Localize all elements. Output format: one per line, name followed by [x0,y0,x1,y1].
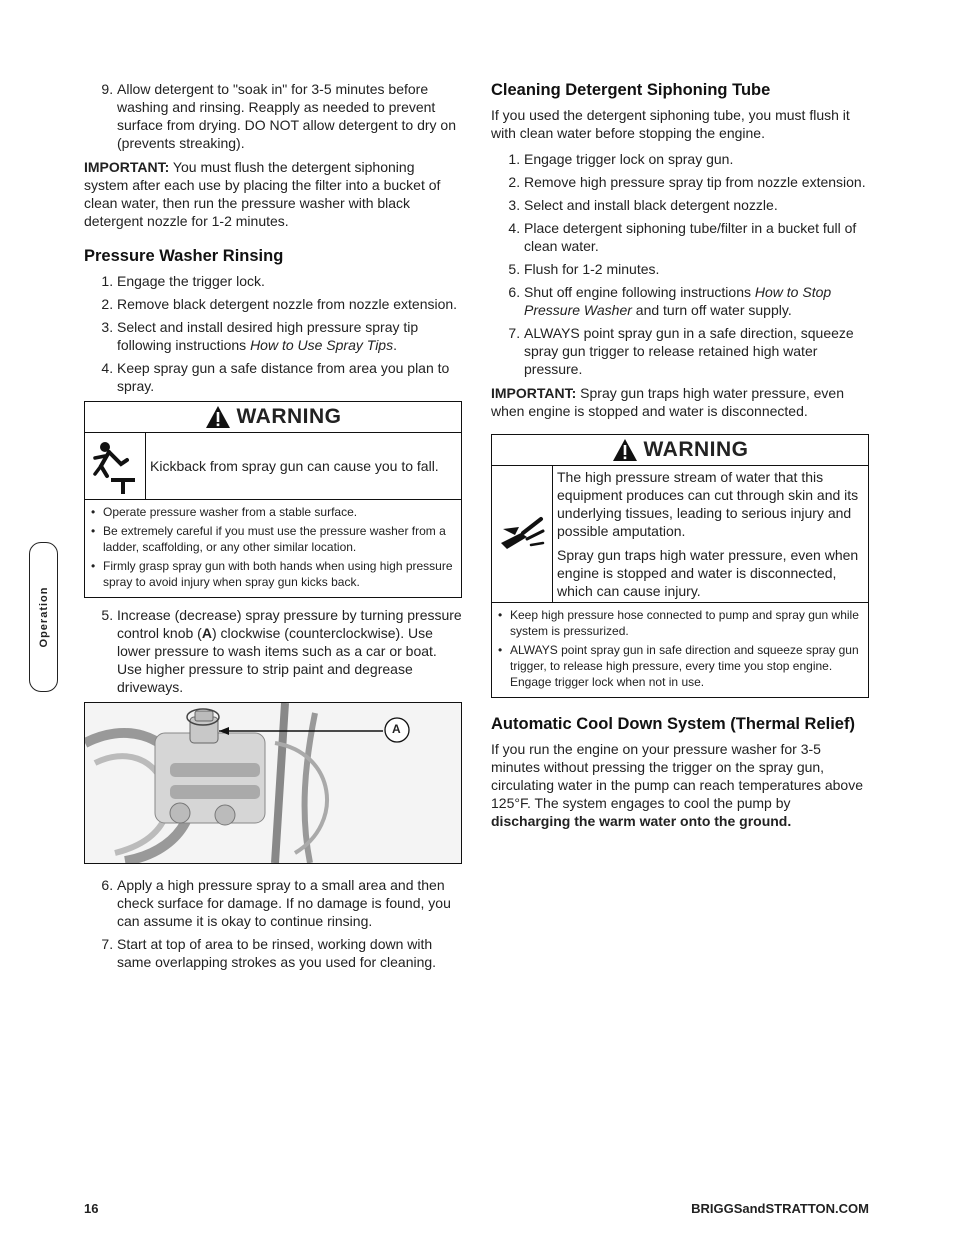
pressure-control-knob-figure [84,702,462,864]
heading-cleaning-siphoning-tube: Cleaning Detergent Siphoning Tube [491,81,771,99]
page-number: 16 [84,1201,99,1216]
list-item: • Keep high pressure hose connected to pump and spray gun while system is pressurized. [498,607,862,639]
rinsing-steps-continued [84,606,462,696]
footer-website: BRIGGSandSTRATTON.COM [691,1201,869,1216]
warning-box-high-pressure [491,434,869,698]
warning-title: WARNING [236,405,342,428]
warning-text-2: Spray gun traps high water pressure, even when engine is stopped and water is disconnected, which can cause injury. [557,547,859,599]
fall-hazard-icon [85,433,146,499]
rinsing-steps [84,272,462,395]
section-tab-operation [29,542,58,692]
list-item: 1. Engage the trigger lock. [117,272,462,290]
heading-automatic-cool-down: Automatic Cool Down System (Thermal Relief) [491,715,855,733]
list-item: 9. Allow detergent to "soak in" for 3-5 minutes before washing and rinsing. Reapply as needed to prevent surface from drying. DO NOT allow detergent to dry on (prevents streaking). [117,80,462,152]
list-item: 6. Apply a high pressure spray to a small area and then check surface for damage. If no damage is found, you can assume it is okay to continue rinsing. [117,876,462,930]
warning-box-kickback [84,401,462,598]
injection-hazard-icon [492,466,553,602]
warning-bullets [492,603,868,697]
warning-header [492,435,868,466]
list-item: 4. Keep spray gun a safe distance from area you plan to spray. [117,359,462,395]
warning-text: Kickback from spray gun can cause you to fall. [150,458,439,474]
list-item: 3. Select and install desired high pressure spray tip following instructions How to Use Spray Tips. [117,318,462,354]
list-item: 2. Remove black detergent nozzle from nozzle extension. [117,295,462,313]
list-item: • ALWAYS point spray gun in safe direction and squeeze spray gun trigger, to release high pressure, every time you stop engine. Engage trigger lock when not in use. [498,642,862,690]
list-item: 7. ALWAYS point spray gun in a safe direction, squeeze spray gun trigger to release retained high water pressure. [524,324,869,378]
important-note-flush: IMPORTANT: You must flush the detergent siphoning system after each use by placing the filter into a bucket of clean water, then run the pressure washer with black detergent nozzle for 1-2 minutes. [84,159,441,229]
siphon-steps [491,150,869,378]
warning-header [85,402,461,433]
list-item: 5. Increase (decrease) spray pressure by turning pressure control knob (A) clockwise (counterclockwise). Use lower pressure to wash items such as a car or boat. Use higher pressure to strip paint and degrease driveways. [117,606,462,696]
warning-text-1: The high pressure stream of water that this equipment produces can cut through skin and its underlying tissues, leading to serious injury and possible amputation. [557,469,859,539]
warning-bullets [85,500,461,597]
heading-pressure-washer-rinsing: Pressure Washer Rinsing [84,247,284,265]
left-column [84,80,462,977]
warning-triangle-icon [205,405,231,429]
list-item: • Operate pressure washer from a stable surface. [91,504,455,520]
warning-title: WARNING [643,438,749,461]
list-item: • Be extremely careful if you must use the pressure washer from a ladder, scaffolding, or any other similar location. [91,523,455,555]
callout-label-a: A [392,722,401,736]
list-item: 4. Place detergent siphoning tube/filter in a bucket full of clean water. [524,219,869,255]
list-item: 2. Remove high pressure spray tip from nozzle extension. [524,173,869,191]
rinsing-steps-final [84,876,462,971]
right-column [491,80,869,838]
list-item: • Firmly grasp spray gun with both hands when using high pressure spray to avoid injury when spray gun kicks back. [91,558,455,590]
list-item: 5. Flush for 1-2 minutes. [524,260,869,278]
important-note-trapped-pressure: IMPORTANT: Spray gun traps high water pressure, even when engine is stopped and water is disconnected. [491,385,844,419]
list-item: 7. Start at top of area to be rinsed, working down with same overlapping strokes as you used for cleaning. [117,935,462,971]
warning-text [553,466,868,602]
warning-body [85,433,461,500]
section-tab-label: Operation [37,586,50,648]
warning-triangle-icon [612,438,638,462]
warning-body [492,466,868,603]
cooldown-text: If you run the engine on your pressure washer for 3-5 minutes without pressing the trigger on the spray gun, circulating water in the pump can reach temperatures above 125°F. The system engages to cool the pump by discharging the warm water onto the ground. [491,741,863,829]
detergent-steps-continued [84,80,462,152]
list-item: 1. Engage trigger lock on spray gun. [524,150,869,168]
siphon-intro: If you used the detergent siphoning tube, you must flush it with clean water before stopping the engine. [491,107,850,141]
list-item: 6. Shut off engine following instructions How to Stop Pressure Washer and turn off water supply. [524,283,869,319]
pump-illustration [85,703,462,863]
list-item: 3. Select and install black detergent nozzle. [524,196,869,214]
